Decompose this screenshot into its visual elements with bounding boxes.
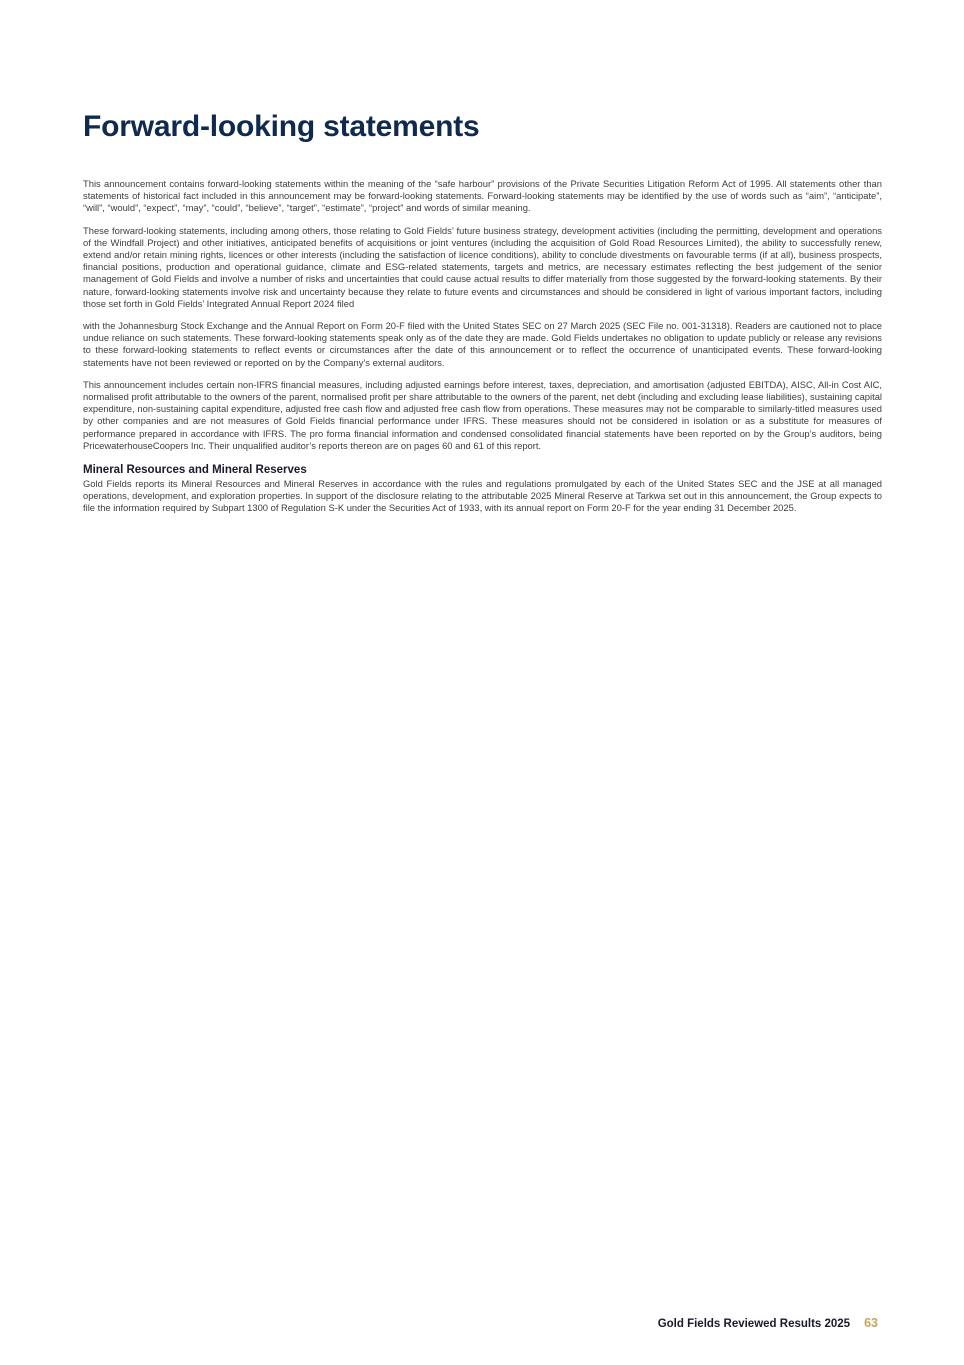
footer-report-title: Gold Fields Reviewed Results 2025 (657, 1318, 851, 1330)
paragraph-non-ifrs-measures: This announcement includes certain non-IFRS financial measures, including adjusted earnings before interest, taxes, depreciation, and amortisation (adjusted EBITDA), AISC, All-in Cost AIC, normalised profit attributable to the owners of the parent, normalised profit per share attributable to the owners of the parent, net debt (including and excluding lease liabilities), sustaining capital expenditure, non-sustaining capital expenditure, adjusted free cash flow and adjusted free cash flow from operations. These measures may not be comparable to similarly-titled measures used by other companies and are not measures of Gold Fields financial performance under IFRS. These measures should not be considered in isolation or as a substitute for measures of performance prepared in accordance with IFRS. The pro forma financial information and condensed consolidated financial statements have been reported on by the Group’s auditors, being PricewaterhouseCoopers Inc. Their unqualified auditor’s reports thereon are on pages 60 and 61 of this report. (83, 378, 882, 451)
page-footer (658, 1316, 878, 1330)
page-number: 63 (864, 1316, 878, 1330)
paragraph-sec-filing: with the Johannesburg Stock Exchange and the Annual Report on Form 20-F filed with the United States SEC on 27 March 2025 (SEC File no. 001-31318). Readers are cautioned not to place undue reliance on such statements. These forward-looking statements speak only as of the date they are made. Gold Fields undertakes no obligation to update publicly or release any revisions to these forward-looking statements to reflect events or circumstances after the date of this announcement or to reflect the occurrence of unanticipated events. These forward-looking statements have not been reviewed or reported on by the Company’s external auditors. (83, 320, 882, 368)
page-title: Forward-looking statements (83, 110, 480, 143)
paragraph-mineral-resources: Gold Fields reports its Mineral Resources and Mineral Reserves in accordance with the rules and regulations promulgated by each of the United States SEC and the JSE at all managed operations, development, and exploration properties. In support of the disclosure relating to the attributable 2025 Mineral Reserve at Tarkwa set out in this announcement, the Group expects to file the information required by Subpart 1300 of Regulation S-K under the Securities Act of 1933, with its annual report on Form 20-F for the year ending 31 December 2025. (83, 478, 882, 514)
section-heading-mineral-resources: Mineral Resources and Mineral Reserves (83, 464, 307, 477)
paragraph-forward-looking-risks: These forward-looking statements, including among others, those relating to Gold Fields’ future business strategy, development activities (including the permitting, development and operations of the Windfall Project) and other initiatives, anticipated benefits of acquisitions or joint ventures (including the acquisition of Gold Road Resources Limited), the ability to successfully renew, extend and/or retain mining rights, licences or other interests (including the satisfaction of licence conditions), ability to conclude divestments on favourable terms (if at all), business prospects, financial positions, production and operational guidance, climate and ESG-related statements, targets and metrics, are necessary estimates reflecting the best judgement of the senior management of Gold Fields and involve a number of risks and uncertainties that could cause actual results to differ materially from those suggested by the forward-looking statements. By their nature, forward-looking statements involve risk and uncertainty because they relate to future events and circumstances and should be considered in light of various important factors, including those set forth in Gold Fields’ Integrated Annual Report 2024 filed (83, 224, 882, 309)
paragraph-safe-harbour: This announcement contains forward-looking statements within the meaning of the “safe harbour” provisions of the Private Securities Litigation Reform Act of 1995. All statements other than statements of historical fact included in this announcement may be forward-looking statements. Forward-looking statements may be identified by the use of words such as “aim”, “anticipate”, “will”, “would”, “expect”, “may”, “could”, “believe”, “target”, “estimate”, “project” and words of similar meaning. (83, 178, 882, 214)
document-body (83, 178, 882, 525)
